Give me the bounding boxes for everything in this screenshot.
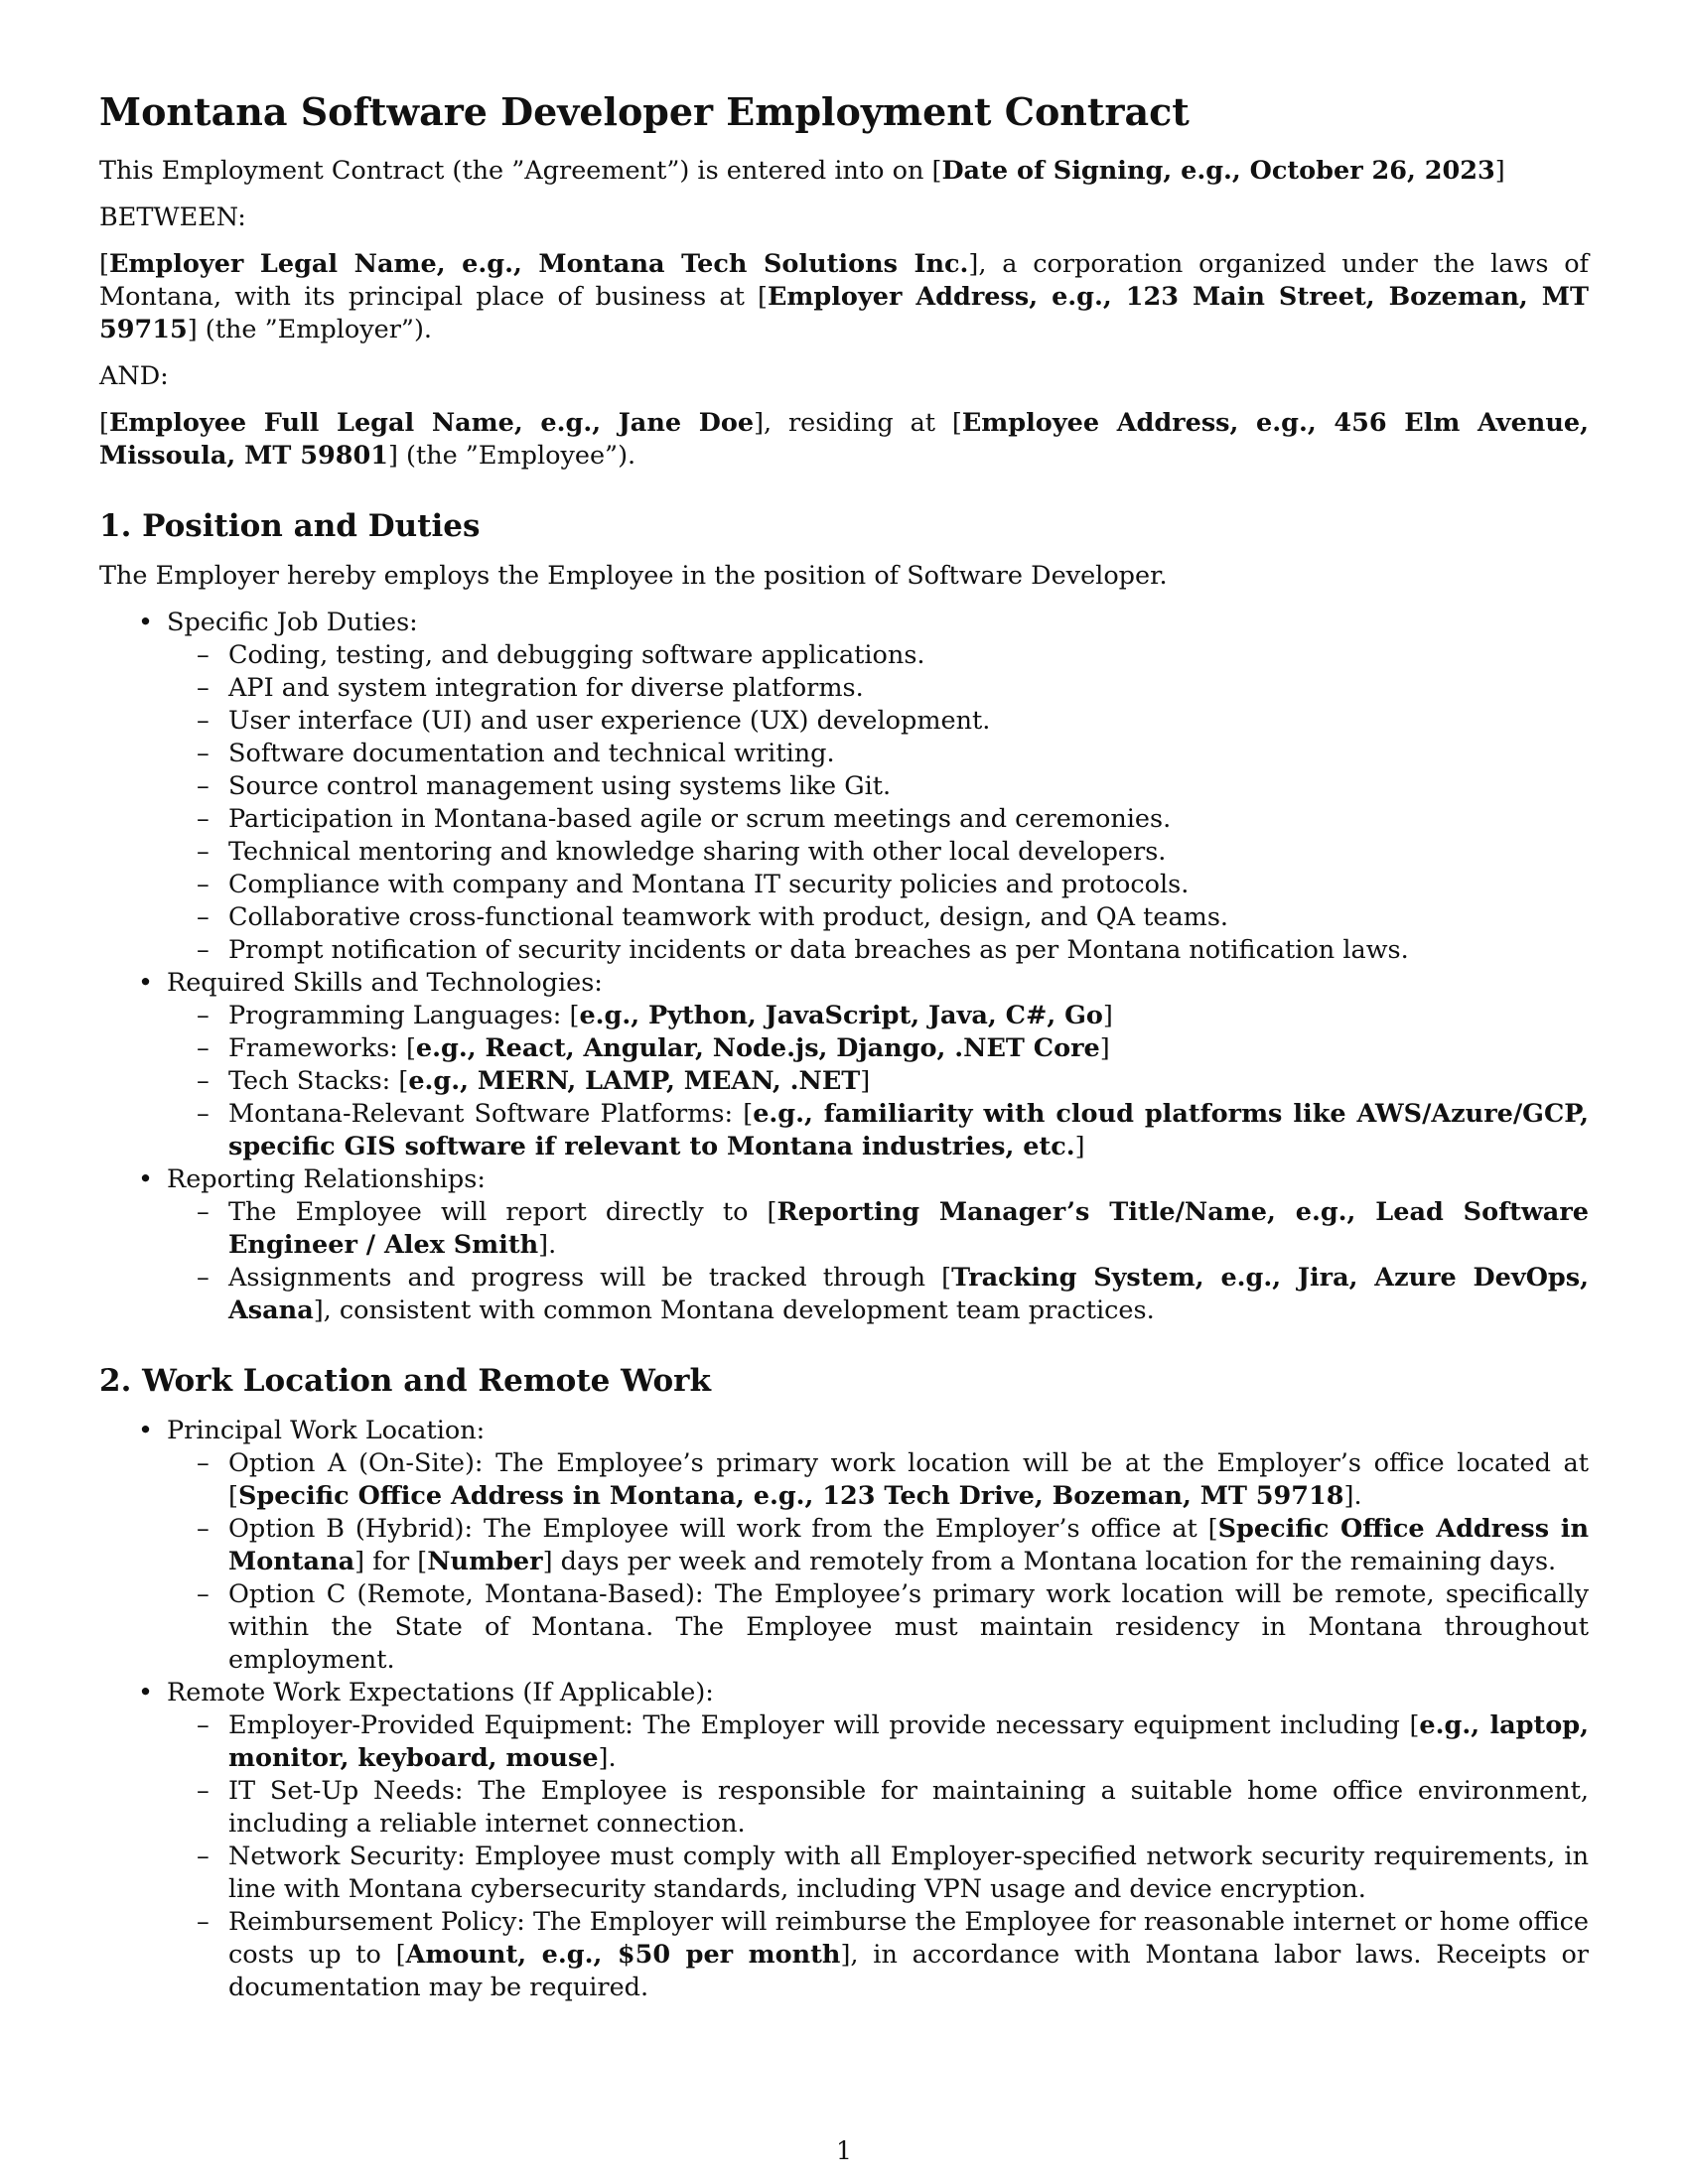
duty-item: – Prompt notification of security incidents or data breaches as per Montana notification laws. xyxy=(228,934,1589,967)
reporting-manager: – The Employee will report directly to [Reporting Manager’s Title/Name, e.g., Lead Software Engineer / Alex Smith]. xyxy=(228,1196,1589,1262)
it-setup-item: – IT Set-Up Needs: The Employee is responsible for maintaining a suitable home office environment, including a reliable internet connection. xyxy=(228,1775,1589,1841)
location-options xyxy=(167,1447,1589,1677)
skills-list xyxy=(167,1000,1589,1163)
skills-item xyxy=(167,967,1589,1163)
contract-page xyxy=(99,87,1589,2004)
location-item xyxy=(167,1415,1589,1677)
document-title: Montana Software Developer Employment Contract xyxy=(99,89,1190,134)
skill-item: – Montana-Relevant Software Platforms: [e.g., familiarity with cloud platforms like AWS/Azure/GCP, specific GIS software if relevant to Montana industries, etc.] xyxy=(228,1098,1589,1163)
section-1-list xyxy=(99,607,1589,1327)
section-1-intro: The Employer hereby employs the Employee in the position of Software Developer. xyxy=(99,561,1168,591)
reporting-item xyxy=(167,1163,1589,1327)
network-security-item: – Network Security: Employee must comply with all Employer-specified network security requirements, in line with Montana cybersecurity standards, including VPN usage and device encryption. xyxy=(228,1841,1589,1906)
reporting-label: Reporting Relationships: xyxy=(167,1164,486,1194)
reporting-tracking: – Assignments and progress will be tracked through [Tracking System, e.g., Jira, Azure DevOps, Asana], consistent with common Montana development team practices. xyxy=(228,1262,1589,1327)
duties-list xyxy=(167,639,1589,967)
option-c: – Option C (Remote, Montana-Based): The Employee’s primary work location will be remote, specifically within the State of Montana. The Employee must maintain residency in Montana throughout employment. xyxy=(228,1578,1589,1677)
section-2-list xyxy=(99,1415,1589,2004)
and-label: AND: xyxy=(99,361,169,391)
duty-item: – Coding, testing, and debugging software applications. xyxy=(228,639,1589,672)
remote-item xyxy=(167,1677,1589,2004)
page-number: 1 xyxy=(836,2136,852,2165)
option-b: – Option B (Hybrid): The Employee will work from the Employer’s office at [Specific Office Address in Montana] for [Number] days per week and remotely from a Montana location for the remaining days. xyxy=(228,1513,1589,1578)
option-a: – Option A (On-Site): The Employee’s primary work location will be at the Employer’s office located at [Specific Office Address in Montana, e.g., 123 Tech Drive, Bozeman, MT 59718]. xyxy=(228,1447,1589,1513)
duties-label: Specific Job Duties: xyxy=(167,608,418,637)
duty-item: – User interface (UI) and user experience (UX) development. xyxy=(228,705,1589,738)
skill-item: – Programming Languages: [e.g., Python, JavaScript, Java, C#, Go] xyxy=(228,1000,1589,1032)
duty-item: – Collaborative cross-functional teamwork with product, design, and QA teams. xyxy=(228,901,1589,934)
duty-item: – API and system integration for diverse platforms. xyxy=(228,672,1589,705)
remote-label: Remote Work Expectations (If Applicable): xyxy=(167,1678,714,1707)
reimbursement-item: – Reimbursement Policy: The Employer will reimburse the Employee for reasonable internet or home office costs up to [Amount, e.g., $50 per month], in accordance with Montana labor laws. Receipts or documentation may be required. xyxy=(228,1906,1589,2004)
intro-paragraph: This Employment Contract (the ”Agreement”) is entered into on [Date of Signing, e.g., October 26, 2023] xyxy=(99,156,1505,186)
remote-list xyxy=(167,1709,1589,2004)
employer-name: Employer Legal Name, e.g., Montana Tech Solutions Inc. xyxy=(108,249,969,279)
employee-address: Employee Address, e.g., 456 Elm Avenue, Missoula, MT 59801 xyxy=(99,408,1589,471)
employee-paragraph: [Employee Full Legal Name, e.g., Jane Doe], residing at [Employee Address, e.g., 456 Elm Avenue, Missoula, MT 59801] (the ”Employee”). xyxy=(99,408,1589,471)
employer-address: Employer Address, e.g., 123 Main Street, Bozeman, MT 59715 xyxy=(99,282,1589,344)
between-label: BETWEEN: xyxy=(99,203,246,232)
skill-item: – Frameworks: [e.g., React, Angular, Node.js, Django, .NET Core] xyxy=(228,1032,1589,1065)
duty-item: – Software documentation and technical writing. xyxy=(228,738,1589,770)
signing-date: Date of Signing, e.g., October 26, 2023 xyxy=(941,156,1495,186)
duties-item xyxy=(167,607,1589,967)
skills-label: Required Skills and Technologies: xyxy=(167,968,603,998)
reporting-list xyxy=(167,1196,1589,1327)
employee-name: Employee Full Legal Name, e.g., Jane Doe xyxy=(108,408,755,438)
duty-item: – Participation in Montana-based agile or scrum meetings and ceremonies. xyxy=(228,803,1589,836)
skill-item: – Tech Stacks: [e.g., MERN, LAMP, MEAN, .NET] xyxy=(228,1065,1589,1098)
section-2-heading: 2. Work Location and Remote Work xyxy=(99,1363,711,1399)
duty-item: – Compliance with company and Montana IT security policies and protocols. xyxy=(228,869,1589,901)
equipment-item: – Employer-Provided Equipment: The Employer will provide necessary equipment including [e.g., laptop, monitor, keyboard, mouse]. xyxy=(228,1709,1589,1775)
employer-paragraph: [Employer Legal Name, e.g., Montana Tech Solutions Inc.], a corporation organized under the laws of Montana, with its principal place of business at [Employer Address, e.g., 123 Main Street, Bozeman, MT 59715] (the ”Employer”). xyxy=(99,249,1589,344)
duty-item: – Technical mentoring and knowledge sharing with other local developers. xyxy=(228,836,1589,869)
duty-item: – Source control management using systems like Git. xyxy=(228,770,1589,803)
location-label: Principal Work Location: xyxy=(167,1416,486,1445)
section-1-heading: 1. Position and Duties xyxy=(99,508,481,544)
